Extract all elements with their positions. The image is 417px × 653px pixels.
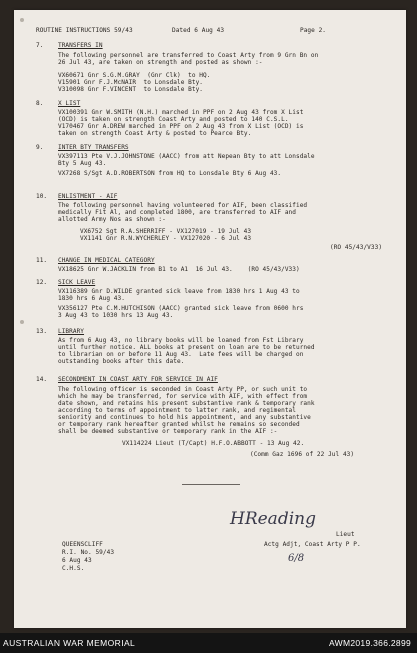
item-number: 8. [36, 100, 44, 107]
footer-place: QUEENSCLIFF [62, 541, 103, 548]
section-heading: TRANSFERS IN [58, 42, 103, 49]
body-line: The following officer is seconded in Coast Arty PP, or such unit to [58, 386, 308, 393]
body-line: As from 6 Aug 43, no library books will be loaned from Fst Library [58, 337, 304, 344]
body-line: 26 Jul 43, are taken on strength and posted as shown :- [58, 59, 263, 66]
body-line: until further notice. ALL books at present on loan are to be returned [58, 344, 315, 351]
section-heading: SICK LEAVE [58, 279, 96, 286]
body-line: The following personnel having volunteered for AIF, been classified [58, 202, 308, 209]
footer-date: 6 Aug 43 [62, 557, 92, 564]
body-line: date shown, and retains his present substantive rank & temporary rank [58, 400, 315, 407]
body-line: VX7268 S/Sgt A.D.ROBERTSON from HQ to Lonsdale Bty 6 Aug 43. [58, 170, 282, 177]
entry-line: VX60671 Gnr S.G.M.GRAY (Gnr Clk) to HQ. [58, 72, 211, 79]
body-line: VX18625 Gnr W.JACKLIN from B1 to A1 16 Jul 43. (RO 45/43/V33) [58, 266, 300, 273]
item-number: 7. [36, 42, 44, 49]
header-page: Page 2. [300, 27, 327, 34]
entry-line: VX114224 Lieut (T/Capt) H.F.O.ABBOTT - 13 Aug 42. [122, 440, 305, 447]
entry-line: VX1141 Gnr R.N.WYCHERLEY - VX127020 - 6 Jul 43 [80, 235, 252, 242]
section-heading: X LIST [58, 100, 81, 107]
body-line: outstanding books after this date. [58, 358, 185, 365]
item-number: 11. [36, 257, 48, 264]
entry-line: V15901 Gnr F.J.McNAIR to Lonsdale Bty. [58, 79, 204, 86]
body-line: 3 Aug 43 to 1030 hrs 13 Aug 43. [58, 312, 174, 319]
punch-hole [20, 18, 24, 22]
body-line: to librarian on or before 11 Aug 43. Late fees will be charged on [58, 351, 304, 358]
body-line: shall be deemed substantive or temporary rank in the AIF :- [58, 428, 278, 435]
item-number: 10. [36, 193, 48, 200]
section-heading: LIBRARY [58, 328, 85, 335]
section-heading: ENLISTMENT - AIF [58, 193, 118, 200]
body-line: seniority and continues to hold his appointment, and any substantive [58, 414, 311, 421]
handwritten-initials: 6/8 [288, 553, 305, 564]
section-heading: INTER BTY TRANSFERS [58, 144, 129, 151]
archive-bar [0, 633, 417, 653]
section-heading: CHANGE IN MEDICAL CATEGORY [58, 257, 155, 264]
body-line: or temporary rank hereafter granted whilst he remains so seconded [58, 421, 300, 428]
body-line: allotted Army Nos as shown :- [58, 216, 166, 223]
document-page [14, 10, 406, 628]
body-line: which he may be transferred, for service with AIF, with effect from [58, 393, 308, 400]
body-line: medically Fit Al, and completed 1800, are transferred to AIF and [58, 209, 296, 216]
separator-line [182, 484, 240, 485]
archive-id: AWM2019.366.2899 [329, 638, 411, 648]
body-line: (OCD) is taken on strength Coast Arty and posted to 140 C.S.L. [58, 116, 289, 123]
item-number: 14. [36, 376, 48, 383]
section-heading: SECONDMENT IN COAST ARTY FOR SERVICE IN AIF [58, 376, 218, 383]
body-line: The following personnel are transferred to Coast Arty from 9 Grn Bn on [58, 52, 319, 59]
body-line: 1830 hrs 6 Aug 43. [58, 295, 125, 302]
signatory-appointment: Actg Adjt, Coast Arty P P. [264, 541, 361, 548]
body-line: VX356127 Pte C.M.HUTCHISON (AACC) granted sick leave from 0600 hrs [58, 305, 304, 312]
body-line: Bty 5 Aug 43. [58, 160, 107, 167]
footer-dist: C.H.S. [62, 565, 85, 572]
reference-note: (Comm Gaz 1696 of 22 Jul 43) [250, 451, 355, 458]
body-line: according to terms of appointment to latter rank, and regimental [58, 407, 296, 414]
body-line: V170467 Gnr A.DREW marched in PPF on 2 Aug 43 from X List (OCD) is [58, 123, 304, 130]
body-line: taken on strength Coast Arty & posted to Pearce Bty. [58, 130, 252, 137]
punch-hole [20, 320, 24, 324]
item-number: 9. [36, 144, 44, 151]
signatory-rank: Lieut [336, 531, 355, 538]
header-title: ROUTINE INSTRUCTIONS 59/43 [36, 27, 133, 34]
item-number: 13. [36, 328, 48, 335]
footer-ref: R.I. No. 59/43 [62, 549, 115, 556]
reference-note: (RO 45/43/V33) [330, 244, 383, 251]
item-number: 12. [36, 279, 48, 286]
archive-name: AUSTRALIAN WAR MEMORIAL [3, 638, 136, 648]
handwritten-signature: HReading [230, 509, 316, 529]
body-line: VX397113 Pte V.J.JOHNSTONE (AACC) from att Nepean Bty to att Lonsdale [58, 153, 315, 160]
body-line: VX116389 Gnr D.WILDE granted sick leave from 1830 hrs 1 Aug 43 to [58, 288, 300, 295]
entry-line: VX6752 Sgt R.A.SHERRIFF - VX127019 - 19 Jul 43 [80, 228, 252, 235]
header-date: Dated 6 Aug 43 [172, 27, 225, 34]
entry-line: V310098 Gnr F.VINCENT to Lonsdale Bty. [58, 86, 204, 93]
body-line: VX100391 Gnr W.SMITH (N.H.) marched in PPF on 2 Aug 43 from X List [58, 109, 304, 116]
